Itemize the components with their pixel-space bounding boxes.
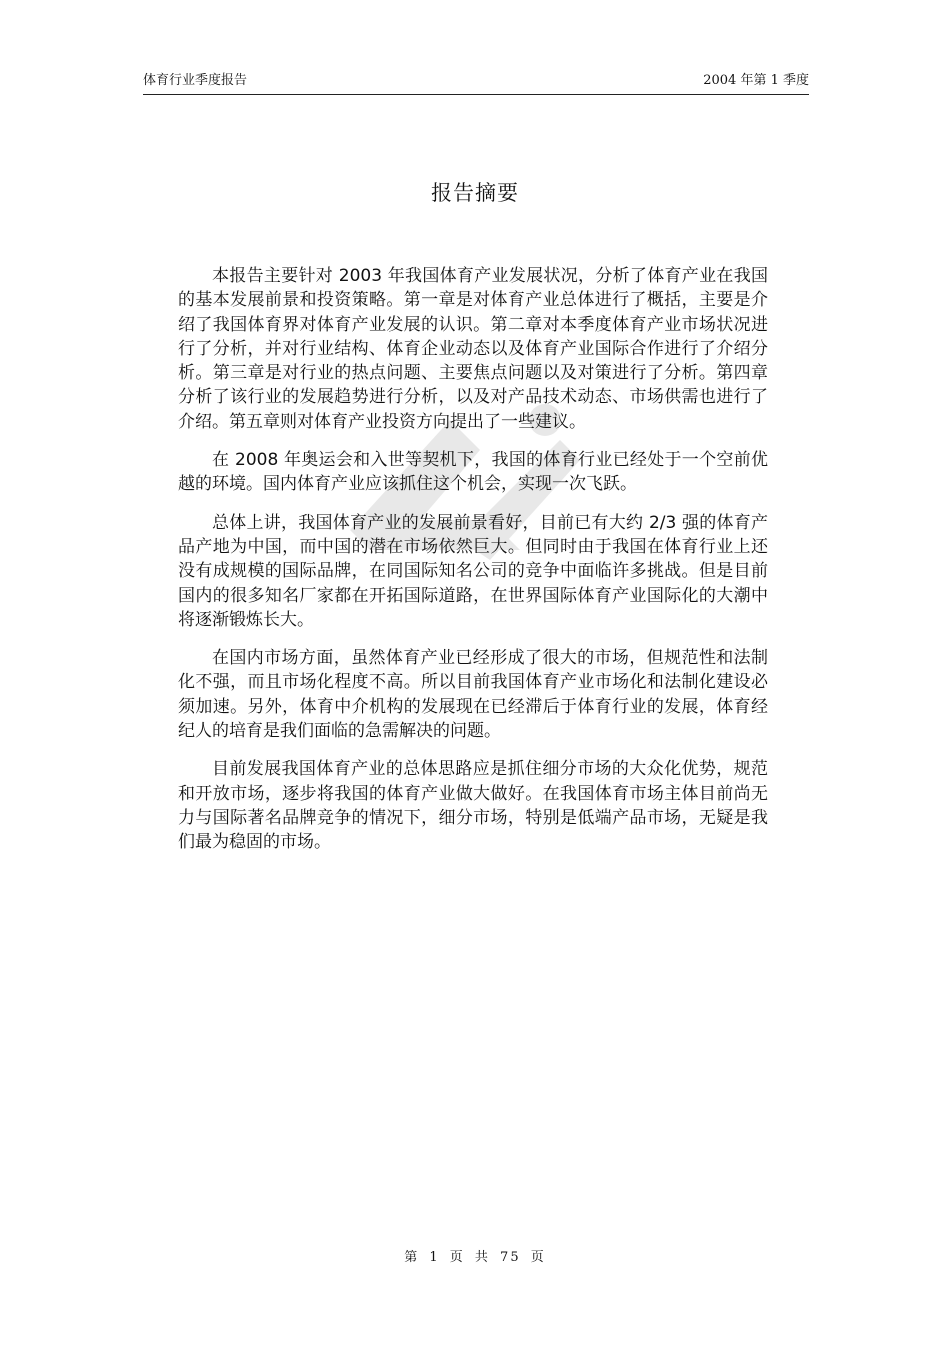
paragraph-2: 在 2008 年奥运会和入世等契机下，我国的体育行业已经处于一个空前优越的环境。国内体育产业应该抓住这个机会，实现一次飞跃。	[178, 450, 768, 495]
header-report-period: 2004 年第 1 季度	[703, 73, 809, 88]
paragraph-5: 目前发展我国体育产业的总体思路应是抓住细分市场的大众化优势，规范和开放市场，逐步将我国的体育产业做大做好。在我国体育市场主体目前尚无力与国际著名品牌竞争的情况下，细分市场，特别是低端产品市场，无疑是我们最为稳固的市场。	[178, 759, 768, 853]
abstract-body	[178, 264, 768, 869]
paragraph-1: 本报告主要针对 2003 年我国体育产业发展状况，分析了体育产业在我国的基本发展前景和投资策略。第一章是对体育产业总体进行了概括，主要是介绍了我国体育界对体育产业发展的认识。第二章对本季度体育产业市场状况进行了分析，并对行业结构、体育企业动态以及体育产业国际合作进行了介绍分析。第三章是对行业的热点问题、主要焦点问题以及对策进行了分析。第四章分析了该行业的发展趋势进行分析，以及对产品技术动态、市场供需也进行了介绍。第五章则对体育产业投资方向提出了一些建议。	[178, 266, 768, 432]
page-title: 报告摘要	[431, 181, 519, 205]
page-number-footer: 第 1 页 共 75 页	[404, 1250, 546, 1265]
header-report-title: 体育行业季度报告	[143, 73, 248, 88]
paragraph-3: 总体上讲，我国体育产业的发展前景看好，目前已有大约 2/3 强的体育产品产地为中国，而中国的潜在市场依然巨大。但同时由于我国在体育行业上还没有成规模的国际品牌，在同国际知名公司的竞争中面临许多挑战。但是目前国内的很多知名厂家都在开拓国际道路，在世界国际体育产业国际化的大潮中将逐渐锻炼长大。	[178, 512, 768, 630]
page-header	[143, 66, 809, 95]
paragraph-4: 在国内市场方面，虽然体育产业已经形成了很大的市场，但规范性和法制化不强，而且市场化程度不高。所以目前我国体育产业市场化和法制化建设必须加速。另外，体育中介机构的发展现在已经滞后于体育行业的发展，体育经纪人的培育是我们面临的急需解决的问题。	[178, 648, 768, 742]
